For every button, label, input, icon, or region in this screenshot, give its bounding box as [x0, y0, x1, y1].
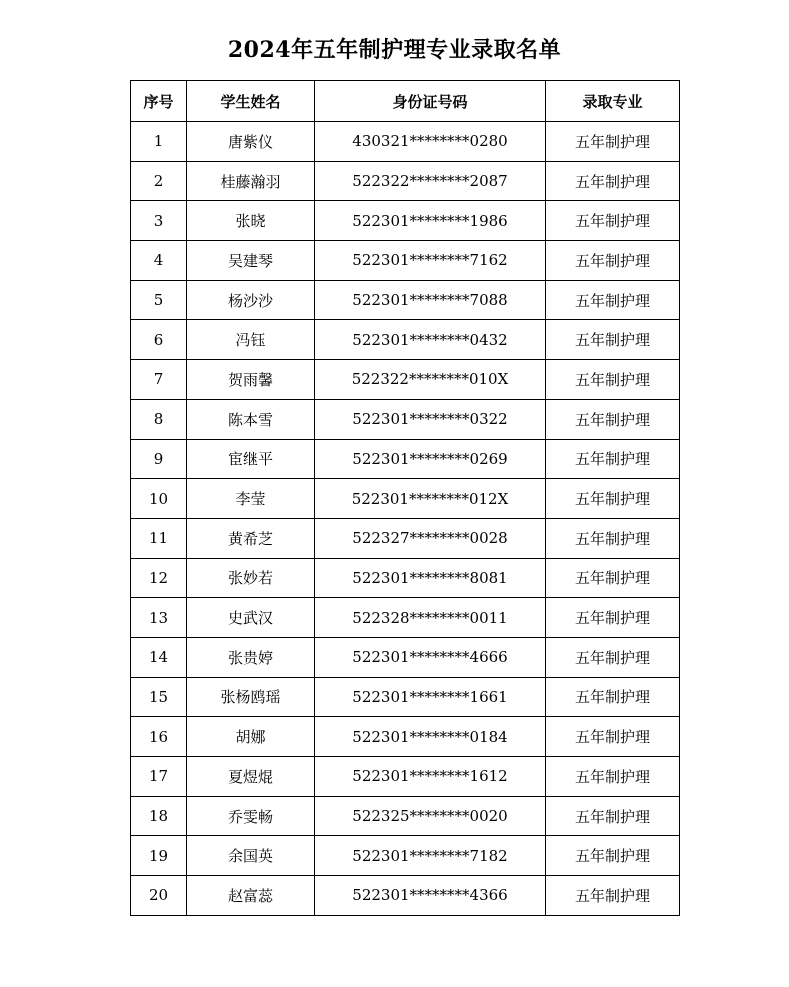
- cell-id-number: 522301********0322: [315, 399, 546, 439]
- cell-student-name: 唐紫仪: [187, 122, 315, 162]
- cell-student-name: 宦继平: [187, 439, 315, 479]
- table-row: [131, 757, 680, 797]
- table-row: [131, 280, 680, 320]
- header-id-number: 身份证号码: [315, 81, 546, 122]
- cell-major: 五年制护理: [546, 637, 680, 677]
- cell-index: 17: [131, 757, 187, 797]
- cell-id-number: 522301********1986: [315, 201, 546, 241]
- table-row: [131, 558, 680, 598]
- cell-student-name: 夏煜焜: [187, 757, 315, 797]
- page-title: 2024年五年制护理专业录取名单: [227, 37, 562, 63]
- cell-student-name: 冯钰: [187, 320, 315, 360]
- cell-student-name: 李莹: [187, 479, 315, 519]
- cell-id-number: 522301********7088: [315, 280, 546, 320]
- cell-student-name: 赵富蕊: [187, 876, 315, 916]
- table-row: [131, 637, 680, 677]
- table-row: [131, 479, 680, 519]
- cell-student-name: 乔雯畅: [187, 796, 315, 836]
- cell-index: 3: [131, 201, 187, 241]
- cell-id-number: 522327********0028: [315, 518, 546, 558]
- cell-major: 五年制护理: [546, 558, 680, 598]
- cell-student-name: 桂藤瀚羽: [187, 161, 315, 201]
- table-row: [131, 796, 680, 836]
- cell-major: 五年制护理: [546, 122, 680, 162]
- cell-student-name: 吴建琴: [187, 241, 315, 281]
- cell-id-number: 522322********2087: [315, 161, 546, 201]
- table-row: [131, 161, 680, 201]
- cell-major: 五年制护理: [546, 241, 680, 281]
- cell-major: 五年制护理: [546, 320, 680, 360]
- cell-major: 五年制护理: [546, 876, 680, 916]
- table-row: [131, 677, 680, 717]
- cell-major: 五年制护理: [546, 717, 680, 757]
- header-index: 序号: [131, 81, 187, 122]
- header-student-name: 学生姓名: [187, 81, 315, 122]
- cell-index: 2: [131, 161, 187, 201]
- cell-index: 6: [131, 320, 187, 360]
- cell-index: 19: [131, 836, 187, 876]
- table-row: [131, 439, 680, 479]
- cell-index: 5: [131, 280, 187, 320]
- cell-id-number: 522325********0020: [315, 796, 546, 836]
- table-row: [131, 836, 680, 876]
- cell-index: 12: [131, 558, 187, 598]
- table-header-row: [131, 81, 680, 122]
- cell-student-name: 贺雨馨: [187, 360, 315, 400]
- table-row: [131, 876, 680, 916]
- cell-student-name: 张杨鸥瑶: [187, 677, 315, 717]
- cell-id-number: 522301********7162: [315, 241, 546, 281]
- cell-major: 五年制护理: [546, 399, 680, 439]
- cell-student-name: 陈本雪: [187, 399, 315, 439]
- cell-major: 五年制护理: [546, 757, 680, 797]
- cell-major: 五年制护理: [546, 479, 680, 519]
- cell-major: 五年制护理: [546, 360, 680, 400]
- cell-id-number: 522301********1661: [315, 677, 546, 717]
- cell-id-number: 522301********4666: [315, 637, 546, 677]
- cell-index: 1: [131, 122, 187, 162]
- cell-major: 五年制护理: [546, 796, 680, 836]
- admission-table: [130, 80, 680, 916]
- cell-index: 14: [131, 637, 187, 677]
- table-row: [131, 360, 680, 400]
- header-major: 录取专业: [546, 81, 680, 122]
- cell-id-number: 522322********010X: [315, 360, 546, 400]
- table-row: [131, 122, 680, 162]
- table-row: [131, 399, 680, 439]
- cell-major: 五年制护理: [546, 439, 680, 479]
- cell-index: 4: [131, 241, 187, 281]
- cell-major: 五年制护理: [546, 836, 680, 876]
- table-row: [131, 241, 680, 281]
- cell-id-number: 522301********0184: [315, 717, 546, 757]
- cell-index: 7: [131, 360, 187, 400]
- cell-major: 五年制护理: [546, 280, 680, 320]
- cell-student-name: 黄希芝: [187, 518, 315, 558]
- cell-student-name: 杨沙沙: [187, 280, 315, 320]
- cell-index: 16: [131, 717, 187, 757]
- table-row: [131, 598, 680, 638]
- cell-major: 五年制护理: [546, 598, 680, 638]
- table-body: [131, 122, 680, 916]
- table-row: [131, 201, 680, 241]
- cell-index: 15: [131, 677, 187, 717]
- cell-id-number: 522301********4366: [315, 876, 546, 916]
- cell-student-name: 张贵婷: [187, 637, 315, 677]
- cell-id-number: 522328********0011: [315, 598, 546, 638]
- cell-id-number: 522301********8081: [315, 558, 546, 598]
- cell-id-number: 522301********0432: [315, 320, 546, 360]
- cell-index: 9: [131, 439, 187, 479]
- cell-major: 五年制护理: [546, 677, 680, 717]
- cell-id-number: 522301********0269: [315, 439, 546, 479]
- cell-id-number: 522301********1612: [315, 757, 546, 797]
- cell-index: 18: [131, 796, 187, 836]
- cell-student-name: 胡娜: [187, 717, 315, 757]
- cell-major: 五年制护理: [546, 518, 680, 558]
- table-row: [131, 518, 680, 558]
- cell-id-number: 522301********7182: [315, 836, 546, 876]
- cell-index: 11: [131, 518, 187, 558]
- cell-index: 20: [131, 876, 187, 916]
- cell-major: 五年制护理: [546, 161, 680, 201]
- cell-student-name: 张晓: [187, 201, 315, 241]
- cell-index: 13: [131, 598, 187, 638]
- cell-student-name: 史武汉: [187, 598, 315, 638]
- cell-index: 10: [131, 479, 187, 519]
- cell-student-name: 张妙若: [187, 558, 315, 598]
- cell-id-number: 430321********0280: [315, 122, 546, 162]
- table-row: [131, 717, 680, 757]
- cell-index: 8: [131, 399, 187, 439]
- cell-major: 五年制护理: [546, 201, 680, 241]
- cell-student-name: 余国英: [187, 836, 315, 876]
- table-row: [131, 320, 680, 360]
- cell-id-number: 522301********012X: [315, 479, 546, 519]
